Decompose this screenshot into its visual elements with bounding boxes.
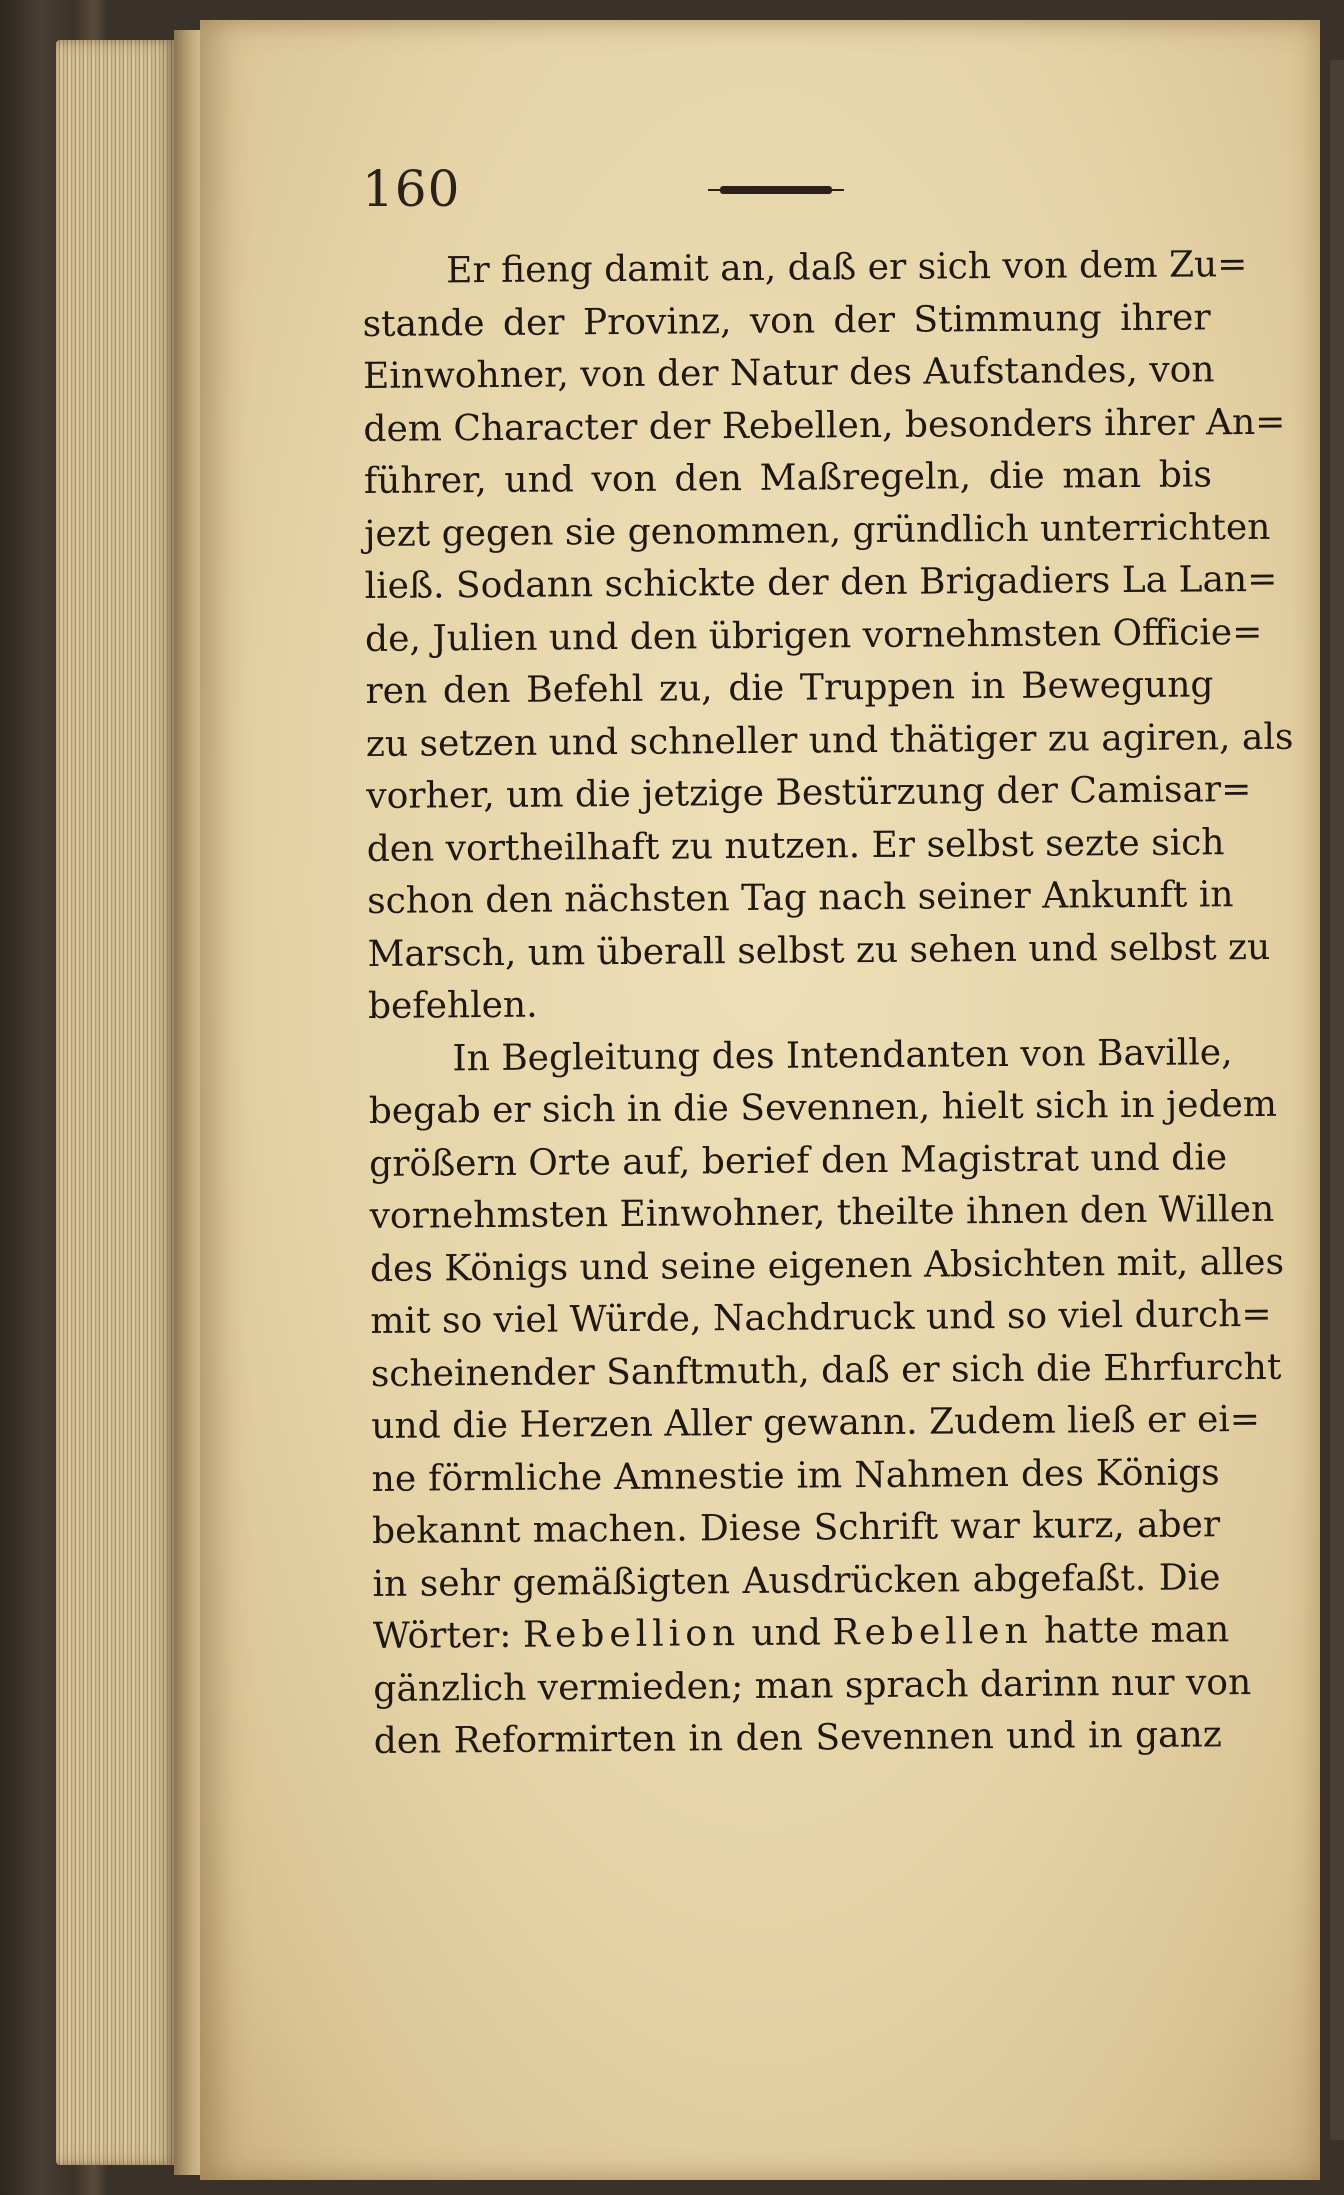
- text-line: ren den Befehl zu, die Truppen in Bewegung: [365, 664, 1214, 712]
- text-line: scheinender Sanftmuth, daß er sich die Ehrfurcht: [370, 1346, 1282, 1395]
- text-line: Einwohner, von der Natur des Aufstandes, von: [362, 349, 1215, 397]
- text-line: vorher, um die jetzige Bestürzung der Camisar=: [366, 769, 1252, 817]
- text-line: gänzlich vermieden; man sprach darinn nur von: [373, 1661, 1252, 1710]
- text-segment: und: [751, 1612, 822, 1654]
- text-line: den Reformirten in den Sevennen und in ganz: [373, 1714, 1222, 1762]
- text-line: de, Julien und den übrigen vornehmsten Officie=: [364, 611, 1263, 660]
- page-edges: [56, 40, 174, 2165]
- text-line: befehlen.: [367, 984, 538, 1027]
- text-line: größern Orte auf, berief den Magistrat und die: [369, 1136, 1228, 1185]
- text-line: Marsch, um überall selbst zu sehen und selbst zu: [367, 926, 1271, 975]
- text-line: des Königs und seine eigenen Absichten mit, alles: [369, 1241, 1285, 1290]
- header-ornament-rule: [720, 186, 832, 194]
- text-line: bekannt machen. Diese Schrift war kurz, aber: [371, 1504, 1221, 1552]
- text-line: jezt gegen sie genommen, gründlich unterrichten: [364, 506, 1271, 555]
- spaced-word: Rebellen: [832, 1610, 1033, 1654]
- spaced-word: Rebellion: [522, 1613, 741, 1656]
- text-line: und die Herzen Aller gewann. Zudem ließ er ei=: [371, 1398, 1261, 1447]
- text-line: in sehr gemäßigten Ausdrücken abgefaßt. Die: [372, 1556, 1221, 1605]
- text-line: führer, und von den Maßregeln, die man bis: [363, 454, 1212, 502]
- text-line: dem Character der Rebellen, besonders ihrer An=: [363, 401, 1286, 450]
- text-line: schon den nächsten Tag nach seiner Ankunft in: [366, 874, 1234, 922]
- text-line: stande der Provinz, von der Stimmung ihrer: [362, 296, 1211, 345]
- text-line: begab er sich in die Sevennen, hielt sich in jedem: [368, 1083, 1278, 1132]
- text-segment: Wörter:: [372, 1614, 512, 1657]
- text-line: Er fieng damit an, daß er sich von dem Zu=: [446, 244, 1248, 292]
- text-line: vornehmsten Einwohner, theilte ihnen den Willen: [369, 1188, 1275, 1237]
- text-line: zu setzen und schneller und thätiger zu agiren, als: [365, 716, 1294, 765]
- text-line: ließ. Sodann schickte der den Brigadiers La Lan=: [364, 558, 1278, 607]
- text-segment: hatte man: [1043, 1609, 1230, 1652]
- body-text: [362, 239, 1294, 1768]
- text-line: ne förmliche Amnestie im Nahmen des Königs: [371, 1451, 1220, 1500]
- right-page-edge: [1330, 60, 1344, 2140]
- text-line-emphasis: [372, 1604, 1230, 1663]
- text-line: In Begleitung des Intendanten von Baville,: [452, 1031, 1233, 1079]
- page-number: 160: [362, 160, 461, 218]
- text-line: mit so viel Würde, Nachdruck und so viel durch=: [370, 1293, 1272, 1342]
- text-line: den vortheilhaft zu nutzen. Er selbst sezte sich: [366, 821, 1225, 870]
